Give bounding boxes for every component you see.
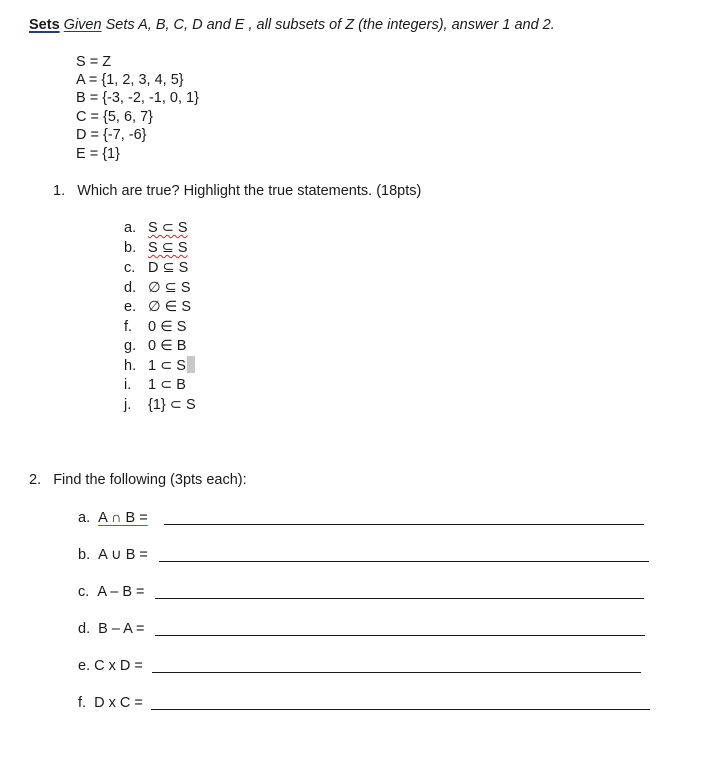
question-1-number: 1.	[53, 183, 66, 199]
expression-label: d.	[78, 621, 91, 637]
question-1	[53, 182, 421, 200]
expression-f	[78, 694, 143, 712]
statement-h[interactable]	[124, 356, 195, 375]
text-cursor-highlight	[187, 356, 195, 373]
statement-label: f.	[124, 319, 133, 335]
answer-line-d[interactable]	[155, 635, 645, 636]
answer-line-c[interactable]	[155, 598, 644, 599]
expression-text: C x D =	[94, 658, 143, 674]
expression-label: f.	[78, 695, 87, 711]
answer-line-f[interactable]	[151, 709, 650, 710]
answer-line-b[interactable]	[159, 561, 649, 562]
instructions-text: Sets A, B, C, D and E , all subsets of Z (the integers), answer 1 and 2.	[101, 17, 555, 33]
instructions-header	[29, 16, 555, 34]
statement-a[interactable]	[124, 219, 188, 237]
set-definition-a: A = {1, 2, 3, 4, 5}	[76, 72, 184, 88]
statement-label: i.	[124, 377, 132, 393]
expression-text: A ∪ B =	[98, 547, 148, 563]
answer-line-e[interactable]	[152, 672, 641, 673]
question-1-text: Which are true? Highlight the true statements. (18pts)	[77, 183, 422, 199]
expression-label: a.	[78, 510, 91, 526]
expression-text: A ∩ B =	[98, 510, 148, 526]
expression-text: D x C =	[94, 695, 143, 711]
statement-text: ∅ ⊆ S	[148, 280, 191, 296]
set-definition-d: D = {-7, -6}	[76, 127, 147, 143]
expression-text: B – A =	[98, 621, 145, 637]
statement-text: D ⊆ S	[148, 260, 189, 276]
statement-label: g.	[124, 338, 137, 354]
statement-label: j.	[124, 397, 132, 413]
set-definition-b: B = {-3, -2, -1, 0, 1}	[76, 90, 199, 106]
expression-label: b.	[78, 547, 91, 563]
statement-label: d.	[124, 280, 137, 296]
question-2-number: 2.	[29, 472, 42, 488]
answer-line-a[interactable]	[164, 524, 644, 525]
set-definition-s: S = Z	[76, 54, 112, 70]
statement-g[interactable]	[124, 337, 186, 355]
statement-text: S ⊆ S	[148, 240, 188, 256]
expression-b	[78, 546, 148, 564]
statement-f[interactable]	[124, 318, 186, 336]
sets-heading: Sets	[29, 17, 60, 33]
statement-d[interactable]	[124, 279, 191, 297]
expression-e	[78, 657, 143, 675]
expression-c	[78, 583, 145, 601]
set-definition-c: C = {5, 6, 7}	[76, 109, 153, 125]
statement-label: b.	[124, 240, 137, 256]
statement-label: c.	[124, 260, 136, 276]
question-2-text: Find the following (3pts each):	[53, 472, 247, 488]
statement-b[interactable]	[124, 239, 188, 257]
statement-c[interactable]	[124, 259, 188, 277]
statement-i[interactable]	[124, 376, 186, 394]
statement-j[interactable]	[124, 396, 196, 414]
expression-d	[78, 620, 145, 638]
given-word: Given	[63, 17, 102, 33]
expression-text: A – B =	[97, 584, 145, 600]
statement-text: {1} ⊂ S	[148, 397, 196, 413]
set-definition-e: E = {1}	[76, 146, 120, 162]
statement-text: 1 ⊂ B	[148, 377, 186, 393]
statement-label: a.	[124, 220, 137, 236]
statement-text: 0 ∈ B	[148, 338, 187, 354]
statement-text: S ⊂ S	[148, 220, 188, 236]
statement-text: 0 ∈ S	[148, 319, 187, 335]
statement-label: h.	[124, 358, 137, 374]
expression-a	[78, 509, 148, 527]
expression-label: c.	[78, 584, 90, 600]
statement-label: e.	[124, 299, 137, 315]
expression-label: e.	[78, 658, 91, 674]
question-2	[29, 471, 247, 489]
statement-e[interactable]	[124, 298, 191, 316]
statement-text: ∅ ∈ S	[148, 299, 191, 315]
statement-text: 1 ⊂ S	[148, 358, 186, 374]
